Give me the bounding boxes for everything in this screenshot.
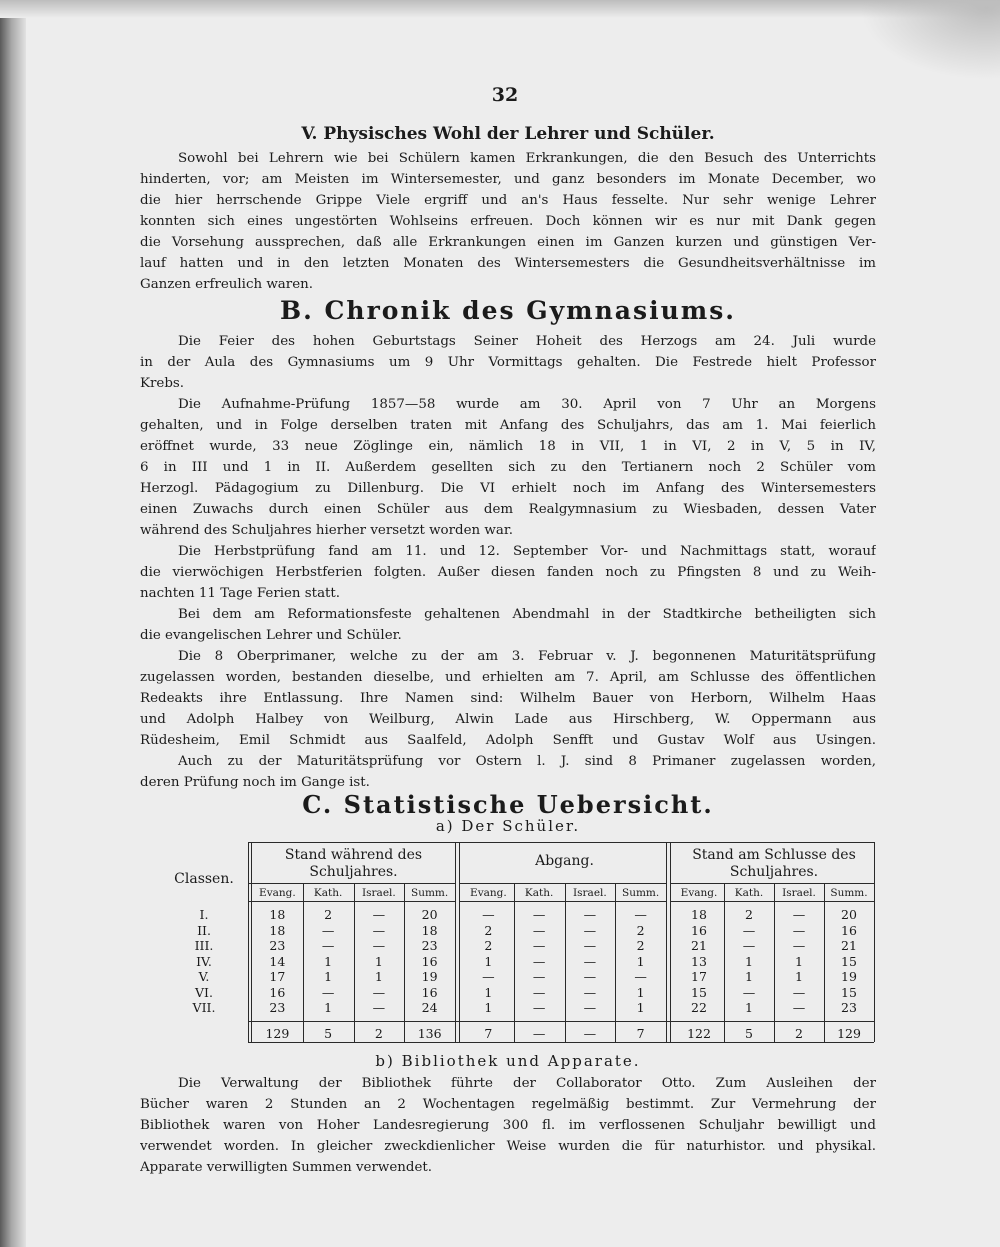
table-cell: 1: [484, 953, 493, 969]
table-cell: 19: [421, 969, 438, 984]
table-rule-column: [514, 883, 515, 1042]
table-cell: 1: [484, 984, 493, 1000]
subheader-kath: Kath.: [524, 887, 554, 899]
table-rule-group-divider: [666, 842, 667, 1042]
table-cell: 16: [269, 984, 286, 1000]
table-rule-column: [303, 883, 304, 1042]
table-cell: —: [321, 984, 335, 1000]
text-line: Die Feier des hohen Geburtstags Seiner Hoheit des Herzogs am 24. Juli wurde: [178, 334, 876, 349]
table-cell: 2: [636, 922, 645, 938]
table-cell: 18: [691, 907, 707, 922]
text-line: in der Aula des Gymnasiums um 9 Uhr Vormittags gehalten. Die Festrede hielt Professor: [140, 355, 876, 370]
text-line: Sowohl bei Lehrern wie bei Schülern kamen Erkrankungen, die den Besuch des Unterrichts: [178, 151, 876, 166]
text-line: hinderten, vor; am Meisten im Wintersemester, und ganz besonders im Monate December, wo: [140, 172, 876, 187]
subheader-summ: Summ.: [411, 887, 449, 899]
table-cell: —: [742, 984, 756, 1000]
table-cell: 19: [841, 969, 857, 984]
table-rule-totals: [248, 1021, 874, 1022]
table-cell: —: [532, 984, 546, 1000]
total-cell: 2: [374, 1026, 383, 1041]
text-line: eröffnet wurde, 33 neue Zöglinge ein, nämlich 18 in VII, 1 in VI, 2 in V, 5 in IV,: [140, 439, 876, 454]
text-line: Bibliothek waren von Hoher Landesregierung 300 fl. im verflossenen Schuljahr bewilligt und: [140, 1118, 876, 1133]
page-shadow-left: [0, 0, 26, 1247]
table-rule-column: [565, 883, 566, 1042]
table-cell: —: [482, 907, 495, 922]
table-cell: 1: [374, 969, 383, 984]
table-cell: 14: [269, 953, 286, 969]
row-label: II.: [197, 922, 211, 938]
table-cell: 20: [421, 907, 438, 922]
table-cell: —: [321, 922, 335, 938]
table-cell: 1: [795, 953, 803, 969]
table-cell: 1: [636, 984, 645, 1000]
group-header: Abgang.: [535, 853, 594, 869]
table-cell: 1: [636, 953, 645, 969]
table-cell: —: [372, 984, 386, 1000]
table-cell: —: [532, 907, 546, 922]
table-cell: 23: [269, 1000, 286, 1015]
total-cell: 7: [636, 1026, 645, 1041]
table-cell: —: [372, 907, 386, 922]
table-rule-right: [874, 842, 875, 1042]
row-label: III.: [194, 938, 214, 953]
total-cell: 7: [484, 1026, 493, 1041]
table-cell: 15: [691, 984, 707, 1000]
table-cell: —: [634, 907, 647, 922]
table-rule-bottom: [248, 1042, 874, 1043]
table-cell: 1: [374, 953, 383, 969]
group-header: Stand am Schlusse des Schuljahres.: [692, 847, 856, 880]
subheader-evang: Evang.: [470, 887, 507, 899]
subheader-evang: Evang.: [259, 887, 296, 899]
table-rule-column: [404, 883, 405, 1042]
table-cell: —: [792, 984, 806, 1000]
subheader-israel: Israel.: [362, 887, 396, 899]
total-cell: 122: [687, 1026, 711, 1041]
table-cell: 1: [324, 1000, 333, 1015]
table-cell: 16: [691, 922, 707, 938]
table-rule-subheader: [670, 883, 874, 884]
row-label-header: Classen.: [174, 871, 234, 887]
text-line: Die Herbstprüfung fand am 11. und 12. September Vor- und Nachmittags statt, worauf: [178, 544, 876, 559]
table-cell: 2: [484, 938, 493, 953]
section-v-heading: V. Physisches Wohl der Lehrer und Schüler.: [301, 124, 715, 144]
text-line: Herzogl. Pädagogium zu Dillenburg. Die VI erhielt noch im Anfang des Wintersemesters: [140, 481, 876, 496]
total-cell: 136: [417, 1026, 442, 1041]
section-b-heading: B. Chronik des Gymnasiums.: [279, 296, 736, 325]
table-cell: 1: [745, 953, 753, 969]
text-line: Redeakts ihre Entlassung. Ihre Namen sind: Wilhelm Bauer von Herborn, Wilhelm Haas: [140, 691, 876, 706]
subheader-kath: Kath.: [313, 887, 343, 899]
table-rule-header-bottom: [670, 901, 874, 902]
page-number: 32: [491, 84, 519, 106]
table-cell: 1: [795, 969, 803, 984]
table-cell: —: [583, 938, 597, 953]
table-cell: 1: [324, 969, 333, 984]
text-line: Rüdesheim, Emil Schmidt aus Saalfeld, Adolph Senfft und Gustav Wolf aus Usingen.: [140, 733, 876, 748]
subheader-israel: Israel.: [782, 887, 816, 899]
table-cell: —: [583, 969, 597, 984]
table-rule-top: [248, 842, 874, 843]
table-rule-group-divider: [251, 842, 252, 1042]
text-line: lauf hatten und in den letzten Monaten des Wintersemesters die Gesundheitsverhältnisse im: [140, 256, 876, 271]
table-cell: 2: [324, 907, 333, 922]
total-cell: —: [532, 1026, 546, 1041]
table-cell: 21: [841, 938, 857, 953]
text-line: Die 8 Oberprimaner, welche zu der am 3. Februar v. J. begonnenen Maturitätsprüfung: [178, 649, 876, 664]
row-label: VI.: [195, 984, 213, 1000]
table-cell: 21: [691, 938, 707, 953]
table-cell: —: [583, 907, 597, 922]
total-cell: —: [583, 1026, 597, 1041]
table-cell: 20: [841, 907, 857, 922]
table-cell: 15: [841, 984, 857, 1000]
table-rule-column: [724, 883, 725, 1042]
table-cell: —: [792, 938, 806, 953]
table-cell: 15: [841, 953, 857, 969]
text-line: Auch zu der Maturitätsprüfung vor Ostern l. J. sind 8 Primaner zugelassen worden,: [178, 754, 876, 769]
table-cell: —: [532, 938, 546, 953]
text-line: die Vorsehung aussprechen, daß alle Erkrankungen einen im Ganzen kurzen und günstigen Ver-: [140, 235, 876, 250]
table-cell: —: [532, 1000, 546, 1015]
table-cell: 18: [269, 922, 286, 938]
group-header: Stand während des Schuljahres.: [284, 847, 423, 880]
text-line: die vierwöchigen Herbstferien folgten. Außer diesen fanden noch zu Pfingsten 8 und zu Weih-: [140, 565, 876, 580]
text-line: konnten sich eines ungestörten Wohlseins erfreuen. Doch können wir es nur mit Dank gegen: [140, 214, 876, 229]
table-cell: 1: [484, 1000, 493, 1015]
row-label: VII.: [192, 1000, 216, 1015]
table-cell: 1: [745, 1000, 753, 1015]
table-cell: —: [742, 922, 756, 938]
text-line: zugelassen worden, bestanden dieselbe, und erhielten am 7. April, am Schlusse des öffentlichen: [140, 670, 876, 685]
table-cell: 23: [269, 938, 286, 953]
table-cell: —: [482, 969, 495, 984]
table-rule-column: [615, 883, 616, 1042]
text-line: deren Prüfung noch im Gange ist.: [140, 775, 370, 790]
text-line: nachten 11 Tage Ferien statt.: [140, 586, 341, 601]
table-cell: —: [372, 1000, 386, 1015]
total-cell: 5: [324, 1026, 333, 1041]
subheading-schueler: a) Der Schüler.: [435, 817, 581, 835]
text-line: Die Aufnahme-Prüfung 1857—58 wurde am 30. April von 7 Uhr an Morgens: [178, 397, 876, 412]
row-label: IV.: [196, 953, 212, 969]
text-line: Die Verwaltung der Bibliothek führte der Collaborator Otto. Zum Ausleihen der: [178, 1076, 876, 1091]
table-cell: —: [583, 953, 597, 969]
table-rule-column: [774, 883, 775, 1042]
text-line: Bücher waren 2 Stunden an 2 Wochentagen regelmäßig bestimmt. Zur Vermehrung der: [140, 1097, 876, 1112]
text-line: gehalten, und in Folge derselben traten mit Anfang des Schuljahrs, das am 1. Mai feierlich: [140, 418, 876, 433]
text-line: die evangelischen Lehrer und Schüler.: [140, 628, 402, 643]
total-cell: 129: [837, 1026, 861, 1041]
text-line: die hier herrschende Grippe Viele ergriff und an's Haus fesselte. Nur sehr wenige Lehrer: [140, 193, 876, 208]
table-cell: —: [742, 938, 756, 953]
table-cell: 22: [691, 1000, 707, 1015]
corner-stain: [860, 0, 1000, 80]
table-cell: —: [583, 922, 597, 938]
table-cell: 18: [421, 922, 438, 938]
table-cell: —: [634, 969, 647, 984]
table-cell: —: [792, 1000, 806, 1015]
table-cell: 23: [841, 1000, 857, 1015]
subheader-evang: Evang.: [680, 887, 718, 899]
table-cell: 17: [269, 969, 286, 984]
table-cell: 23: [421, 938, 438, 953]
table-cell: —: [532, 953, 546, 969]
text-line: Krebs.: [140, 376, 185, 391]
table-rule-column: [354, 883, 355, 1042]
table-cell: —: [583, 1000, 597, 1015]
table-cell: 1: [324, 953, 333, 969]
text-line: Apparate verwilligten Summen verwendet.: [140, 1160, 433, 1175]
subheader-summ: Summ.: [830, 887, 868, 899]
table-rule-group-divider: [455, 842, 456, 1042]
table-cell: 16: [421, 984, 438, 1000]
text-line: während des Schuljahres hierher versetzt worden war.: [140, 523, 514, 538]
total-cell: 2: [795, 1026, 803, 1041]
table-cell: —: [583, 984, 597, 1000]
table-cell: 2: [636, 938, 645, 953]
table-cell: 24: [421, 1000, 438, 1015]
table-cell: —: [372, 922, 386, 938]
table-rule-group-divider: [459, 842, 460, 1042]
table-rule-header-bottom: [459, 901, 666, 902]
table-cell: —: [792, 922, 806, 938]
table-cell: 13: [691, 953, 707, 969]
page-shadow-top: [0, 0, 1000, 18]
table-cell: 17: [691, 969, 707, 984]
table-rule-group-divider: [248, 842, 249, 1042]
text-line: einen Zuwachs durch einen Schüler aus dem Realgymnasium zu Wiesbaden, dessen Vater: [140, 502, 876, 517]
table-cell: 2: [745, 907, 753, 922]
table-cell: 1: [636, 1000, 645, 1015]
subheader-summ: Summ.: [622, 887, 660, 899]
table-rule-group-divider: [670, 842, 671, 1042]
subheading-bibliothek: b) Bibliothek und Apparate.: [375, 1052, 641, 1070]
table-cell: —: [532, 969, 546, 984]
subheader-israel: Israel.: [573, 887, 607, 899]
table-rule-header-bottom: [248, 901, 455, 902]
table-rule-subheader: [459, 883, 666, 884]
table-cell: 16: [421, 953, 438, 969]
table-cell: —: [792, 907, 806, 922]
table-cell: 18: [269, 907, 286, 922]
subheader-kath: Kath.: [734, 887, 764, 899]
table-cell: —: [372, 938, 386, 953]
table-cell: —: [532, 922, 546, 938]
table-cell: 2: [484, 922, 493, 938]
table-cell: 16: [841, 922, 857, 938]
text-line: Bei dem am Reformationsfeste gehaltenen Abendmahl in der Stadtkirche betheiligten sich: [178, 607, 876, 622]
text-line: Ganzen erfreulich waren.: [140, 277, 313, 292]
table-rule-subheader: [248, 883, 455, 884]
table-cell: 1: [745, 969, 753, 984]
text-line: verwendet worden. In gleicher zweckdienlicher Weise wurden die für naturhistor. und physikal.: [140, 1139, 876, 1154]
table-cell: —: [321, 938, 335, 953]
total-cell: 5: [745, 1026, 753, 1041]
table-rule-column: [824, 883, 825, 1042]
text-line: 6 in III und 1 in II. Außerdem gesellten sich zu den Tertianern noch 2 Schüler vom: [140, 460, 876, 475]
row-label: I.: [199, 907, 209, 922]
text-line: und Adolph Halbey von Weilburg, Alwin Lade aus Hirschberg, W. Oppermann aus: [140, 712, 876, 727]
total-cell: 129: [265, 1026, 290, 1041]
row-label: V.: [198, 969, 210, 984]
section-c-heading: C. Statistische Uebersicht.: [302, 790, 714, 819]
